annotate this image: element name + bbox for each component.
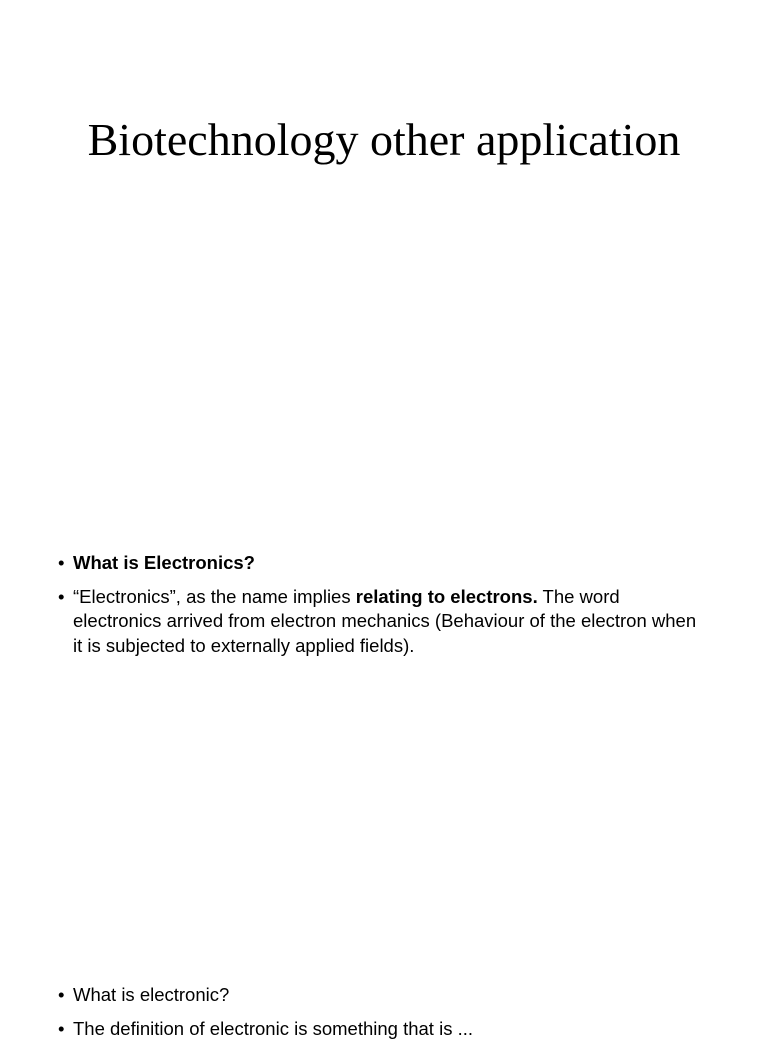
bullet-item-definition: [58, 1017, 708, 1042]
bullet-icon: •: [58, 585, 65, 607]
bullet-text-bold: relating to electrons.: [355, 585, 538, 607]
bullet-item-definition: [58, 585, 708, 659]
bullet-text: The word electronics arrived from electron mechanics (Behaviour of the electron when it is subjected to externally applied fields).: [73, 585, 697, 656]
bullet-icon: •: [58, 552, 65, 573]
bullet-list: [58, 983, 708, 1050]
bullet-icon: •: [58, 1017, 65, 1039]
bullet-text: What is electronic?: [73, 984, 230, 1005]
bullet-text: “Electronics”, as the name implies: [73, 585, 356, 607]
bullet-text-bold: What is Electronics?: [73, 552, 255, 573]
bullet-text: The definition of electronic is something that is ...: [73, 1017, 474, 1039]
bullet-item-question: [58, 551, 708, 576]
bullet-list: [58, 551, 708, 667]
slide-title-heading: Biotechnology other application: [87, 114, 681, 165]
bullet-item-question: [58, 983, 708, 1008]
bullet-icon: •: [58, 984, 65, 1005]
slide-electronic-question: [0, 952, 768, 1039]
slide-electronics-definition: [0, 512, 768, 952]
slide-title: [0, 0, 768, 512]
